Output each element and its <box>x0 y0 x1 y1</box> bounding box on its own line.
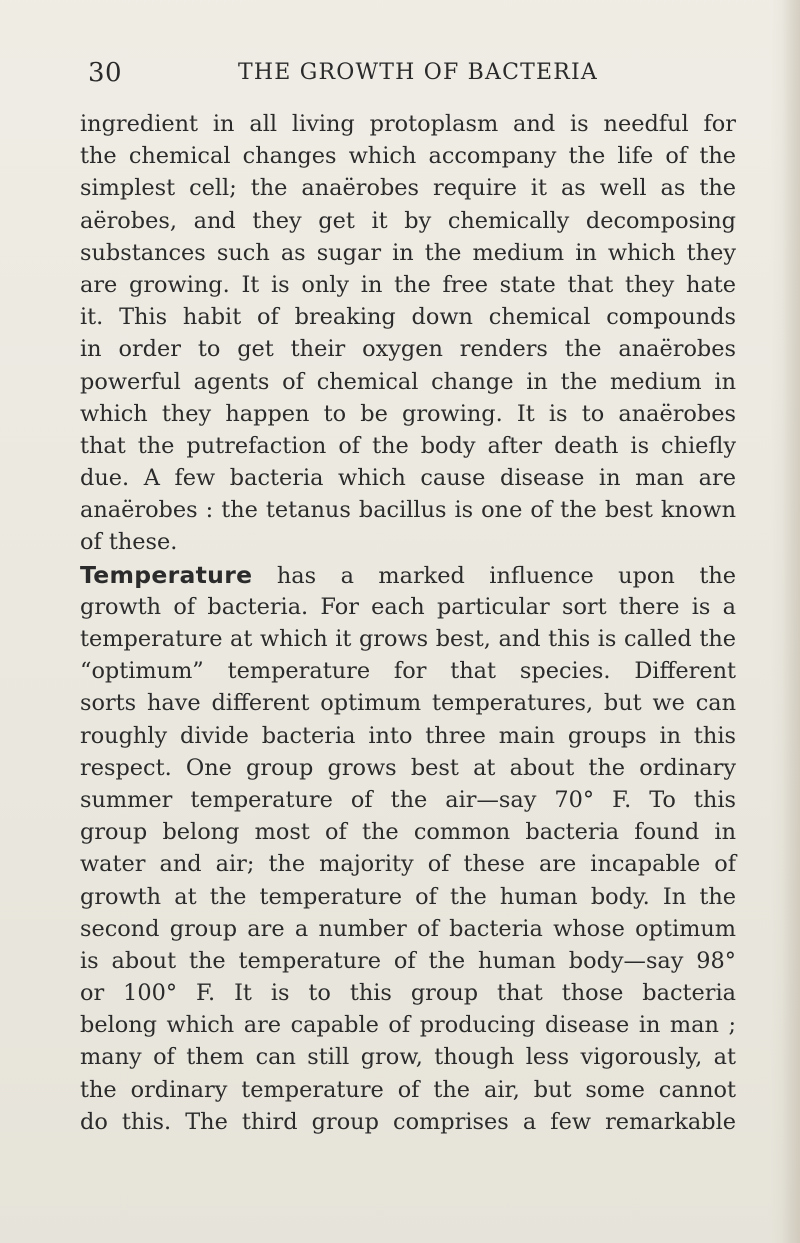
running-title: THE GROWTH OF BACTERIA <box>238 60 599 85</box>
text-line: group belong most of the common bacteria found in <box>80 819 736 846</box>
text-line: summer temperature of the air—say 70° F. To this <box>80 786 736 813</box>
text-line: water and air; the majority of these are incapable of <box>80 851 736 878</box>
text-line: of these. <box>80 529 178 556</box>
paragraph-oxygen <box>80 108 736 559</box>
text-line: that the putrefaction of the body after death is chiefly <box>80 432 736 459</box>
section-heading: Temperature <box>80 560 253 589</box>
text-line: “optimum” temperature for that species. Different <box>80 658 736 685</box>
text-line: is about the temperature of the human body—say 98° <box>80 947 736 974</box>
text-line: the ordinary temperature of the air, but some cannot <box>80 1076 736 1103</box>
running-head <box>88 58 728 94</box>
text-line: in order to get their oxygen renders the anaërobes <box>80 336 736 363</box>
text-line: powerful agents of chemical change in the medium in <box>80 368 736 395</box>
text-line: second group are a number of bacteria whose optimum <box>80 915 736 942</box>
text-line: respect. One group grows best at about the ordinary <box>80 754 736 781</box>
page-edge-shadow <box>782 0 800 1243</box>
text-line: temperature at which it grows best, and this is called the <box>80 626 736 652</box>
paragraph-temperature <box>80 559 736 1138</box>
text-line: or 100° F. It is to this group that those bacteria <box>80 980 736 1007</box>
body-text <box>80 108 736 1138</box>
text-line: it. This habit of breaking down chemical compounds <box>80 304 736 331</box>
text-line: belong which are capable of producing disease in man ; <box>80 1012 736 1039</box>
text-line: many of them can still grow, though less vigorously, at <box>80 1044 736 1071</box>
text-line: substances such as sugar in the medium in which they <box>80 239 736 266</box>
text-line: do this. The third group comprises a few remarkable <box>80 1108 736 1135</box>
page-number: 30 <box>88 58 123 88</box>
text-line-with-heading <box>80 559 736 591</box>
text-line: aërobes, and they get it by chemically decomposing <box>80 207 736 234</box>
text-line: simplest cell; the anaërobes require it as well as the <box>80 175 736 202</box>
text-line: the chemical changes which accompany the life of the <box>80 143 736 170</box>
text-line: roughly divide bacteria into three main groups in this <box>80 722 736 749</box>
text-line: anaërobes : the tetanus bacillus is one of the best known <box>80 497 736 524</box>
text-line: growth at the temperature of the human body. In the <box>80 883 736 910</box>
text-line: are growing. It is only in the free state that they hate <box>80 271 736 298</box>
text-line: sorts have different optimum temperatures, but we can <box>80 690 736 717</box>
text-line: due. A few bacteria which cause disease in man are <box>80 465 736 492</box>
text-line: ingredient in all living protoplasm and is needful for <box>80 111 736 137</box>
text-line: which they happen to be growing. It is to anaërobes <box>80 400 736 427</box>
text-line: growth of bacteria. For each particular sort there is a <box>80 593 736 620</box>
heading-line-rest: has a marked influence upon the <box>252 562 736 589</box>
